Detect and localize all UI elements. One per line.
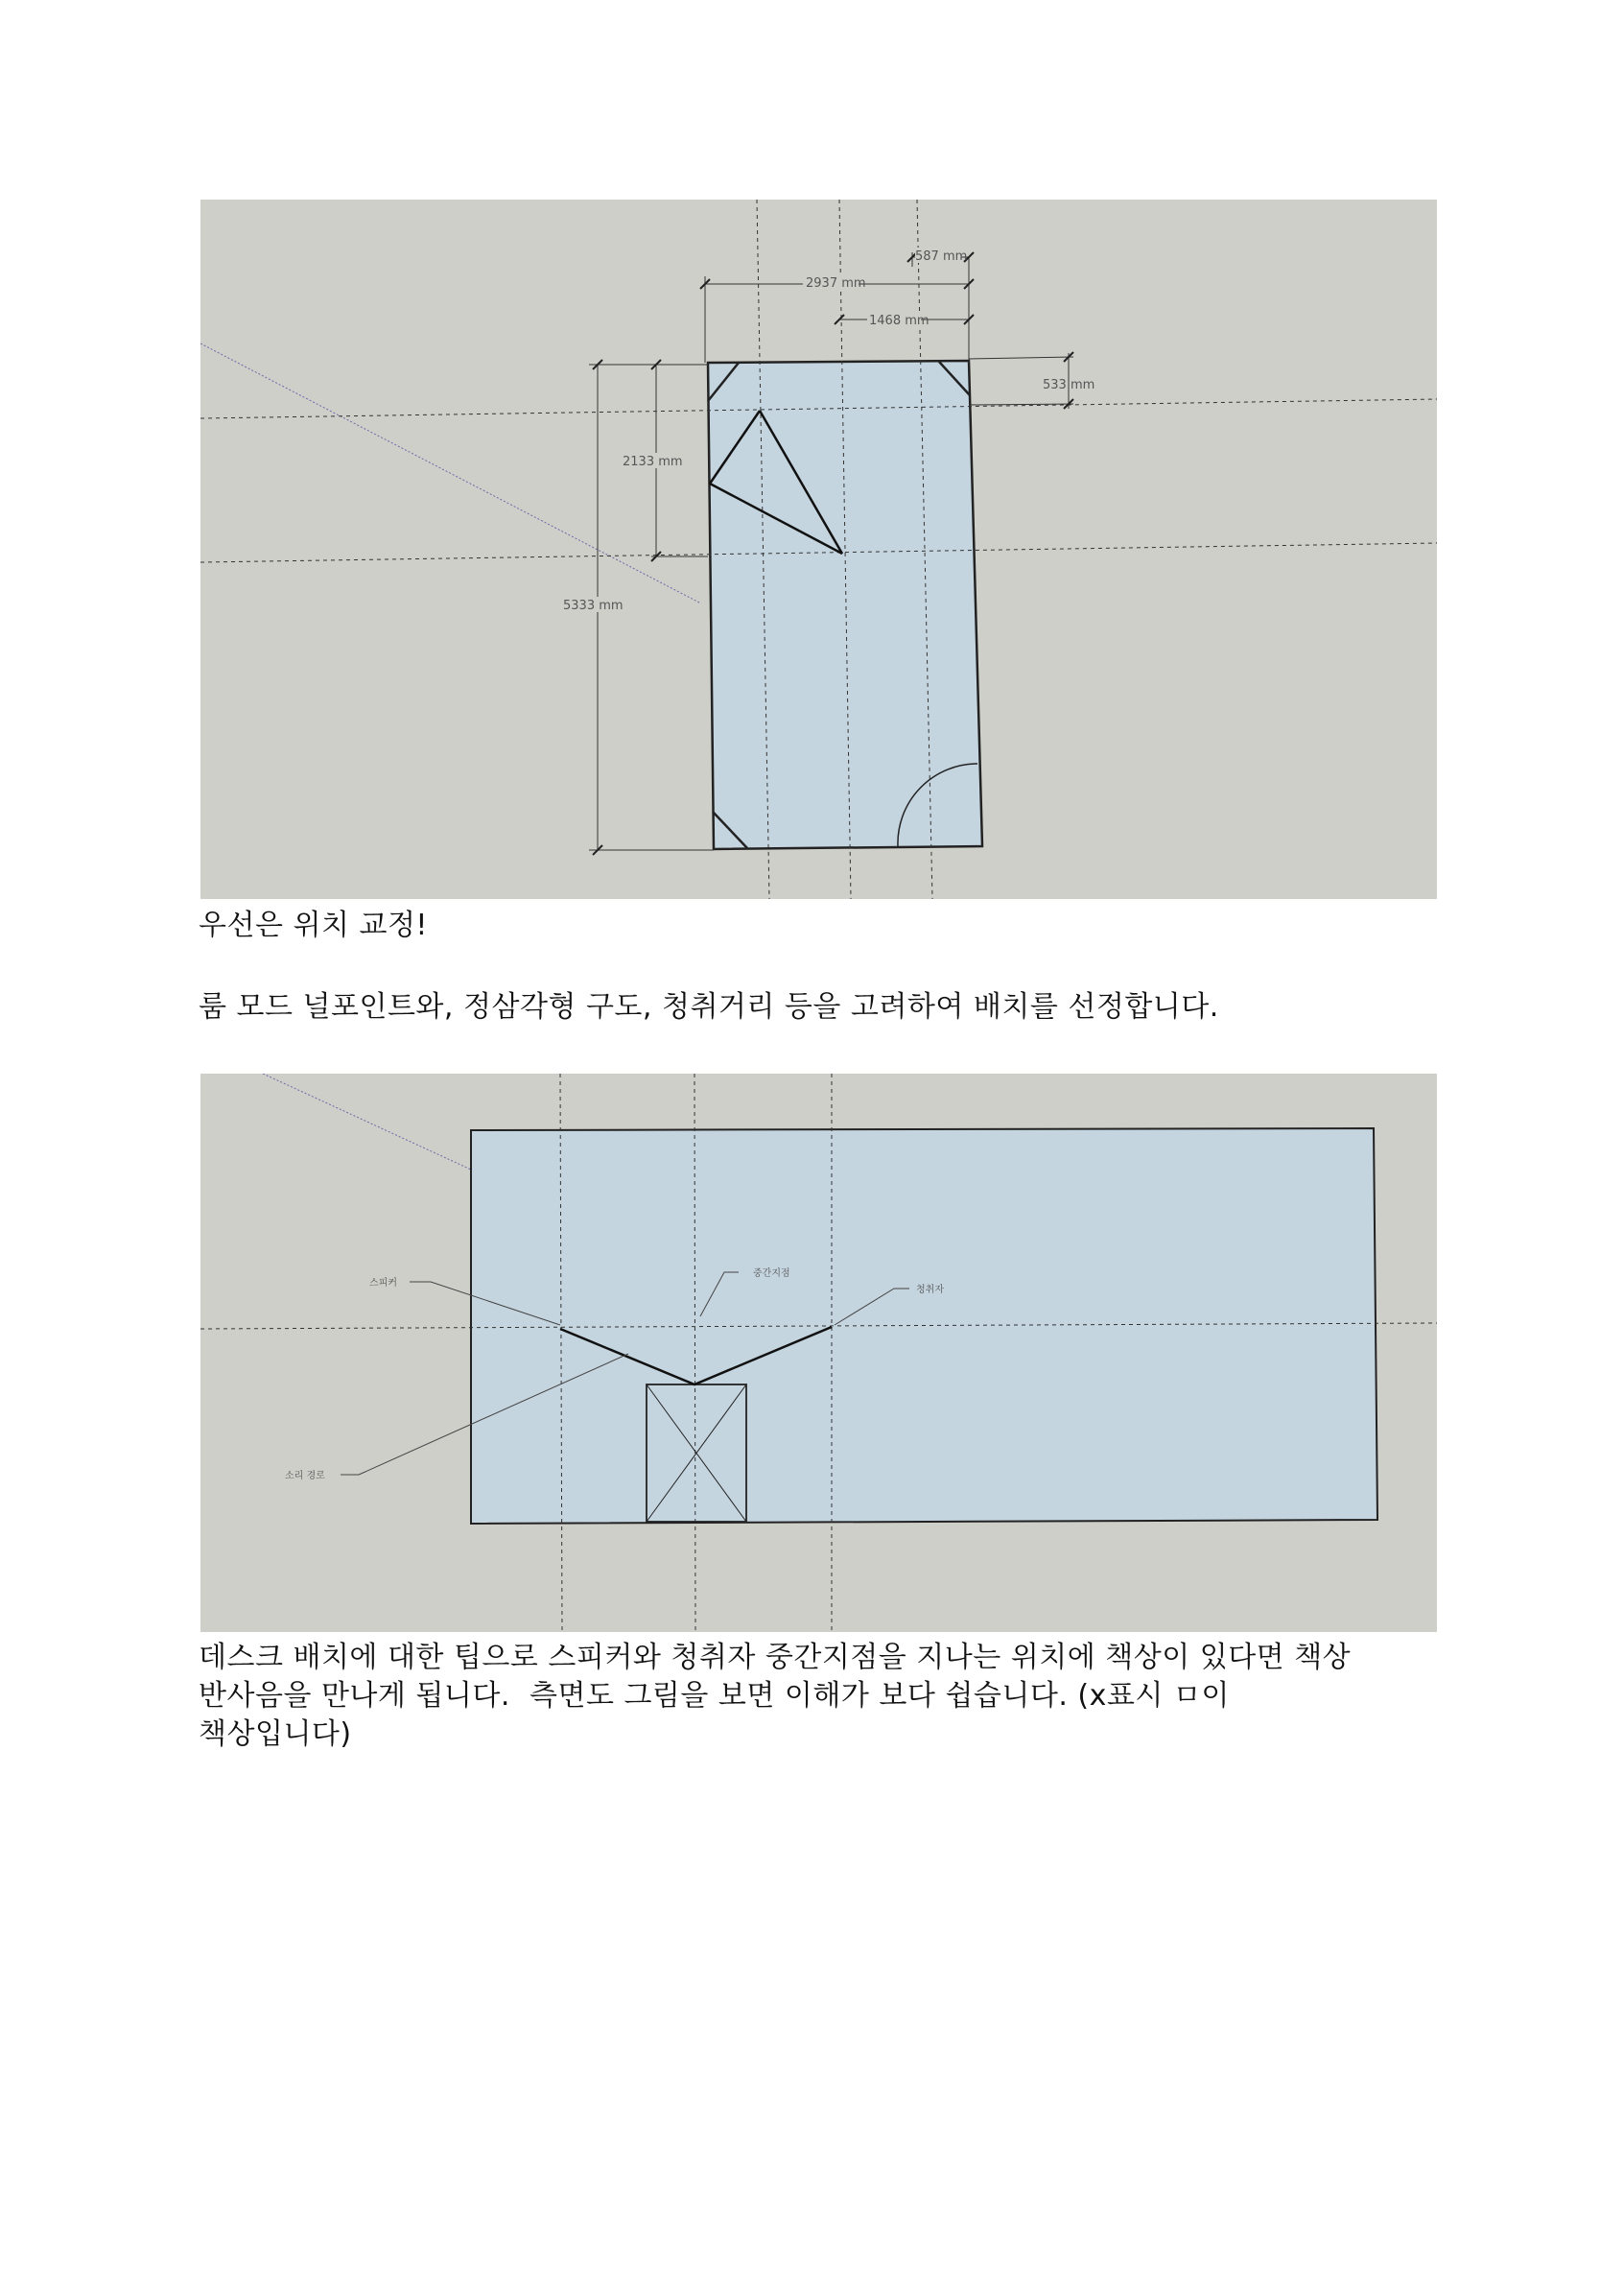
midpoint-label: 중간지점 (753, 1268, 790, 1279)
dim-1468-label: 1468 mm (869, 314, 930, 328)
desk-reflection-figure (200, 1074, 1437, 1632)
room-outline (471, 1128, 1377, 1524)
paragraph-line-2: 반사음을 만나게 됩니다. 측면도 그림을 보면 이해가 보다 쉽습니다. (x표시 ㅁ이 (199, 1679, 1230, 1713)
paragraph-line-1: 데스크 배치에 대한 팁으로 스피커와 청취자 중간지점을 지나는 위치에 책상이 있다면 책상 (199, 1641, 1352, 1674)
dim-5333-label: 5333 mm (563, 599, 624, 613)
dim-2133-label: 2133 mm (623, 455, 683, 469)
caption-position-correction: 우선은 위치 교정! (199, 909, 428, 942)
desk-tip-paragraph (199, 1639, 1446, 1754)
construction-line (200, 343, 699, 603)
listener-label: 청취자 (916, 1285, 944, 1295)
dim-533-label: 533 mm (1043, 378, 1095, 392)
caption-placement-method: 룸 모드 널포인트와, 정삼각형 구도, 청취거리 등을 고려하여 배치를 선정합니다. (199, 990, 1219, 1024)
room-plan-drawing (200, 200, 1437, 899)
paragraph-line-3: 책상입니다) (199, 1717, 352, 1751)
desk-reflection-drawing (200, 1074, 1437, 1632)
sound-path-label: 소리 경로 (285, 1471, 325, 1481)
room-plan-figure (200, 200, 1437, 899)
dim-587-label: 587 mm (915, 249, 968, 264)
speaker-label: 스피커 (369, 1278, 397, 1289)
construction-line (263, 1074, 471, 1170)
dim-2937-label: 2937 mm (806, 276, 866, 291)
room-outline (708, 361, 982, 849)
